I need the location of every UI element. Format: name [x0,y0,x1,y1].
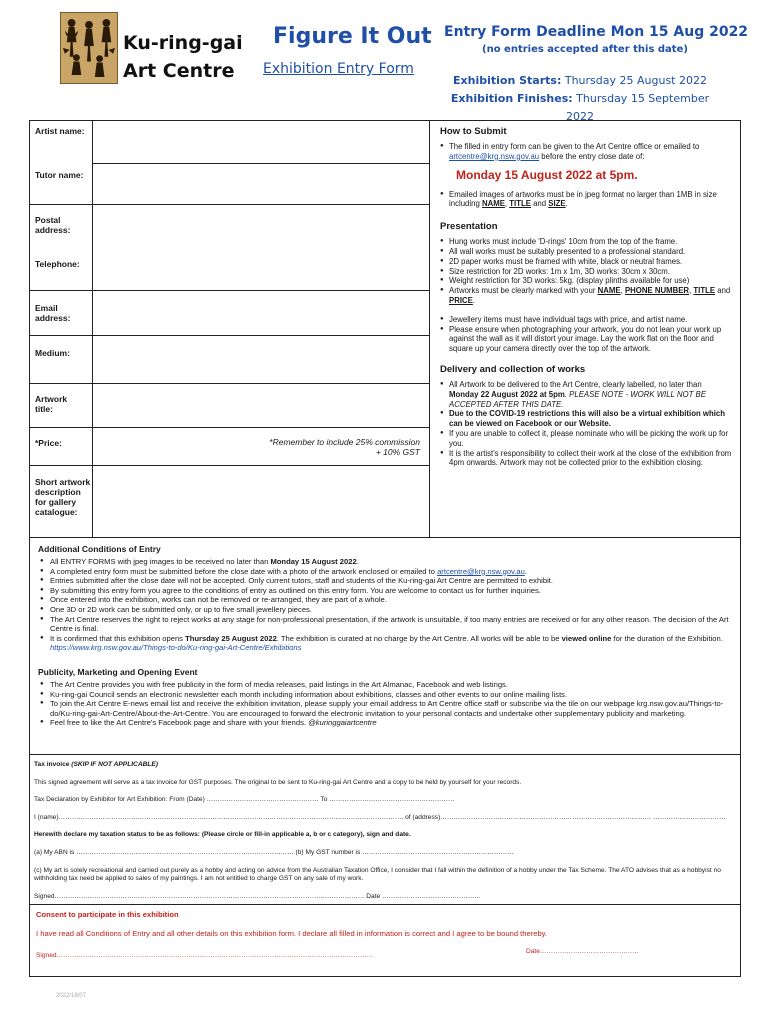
list-item: ● Hung works must include 'D-rings' 10cm from the top of the frame. [440,237,732,247]
tax-hobby-statement: (c) My art is solely recreational and carried out purely as a hobby and acting on advice from the Australian Taxation Office, I consider that I fall within the definition of a hobby under the Tax Scheme. The ATO advises that as a hobbyist no withholding tax need be applied to sales of my paintings. I am not entitled to charge GST on any sale of my work. [34,866,721,883]
how-2-size: SIZE [548,199,566,209]
brand-line-1: Ku-ring-gai [123,32,243,54]
publicity-4-text: Feel free to like the Art Centre's Facebook page and share with your friends. [50,718,309,728]
list-item: ● Artworks must be clearly marked with your NAME, PHONE NUMBER, TITLE and PRICE. [440,286,732,306]
list-item: ● All wall works must be suitably presented to a professional standard. [440,247,732,257]
list-item: ● Emailed images of artworks must be in jpeg format no larger than 1MB in size including NAME, TITLE and SIZE. [440,190,732,210]
commission-note [260,437,420,457]
delivery-1-text: All Artwork to be delivered to the Art Centre, clearly labelled, no later than [449,379,702,389]
list-item: ● All ENTRY FORMS with jpeg images to be received no later than Monday 15 August 2022. [38,557,734,567]
artwork-title-label: Artwork title: [35,394,68,414]
logo-figures-icon [61,13,117,83]
condition-8-date: Thursday 25 August 2022 [185,633,277,643]
tax-signature-line[interactable]: Signed…………………………………………………………………………………………………………………………… Date ……………………………………… [34,892,481,900]
list-item [38,634,734,653]
tax-declaration-dates[interactable]: Tax Declaration by Exhibitor for Art Exhibition: From (Date) …………………………………………… To ………………………………………………… [34,796,455,804]
how-1-text-end: before the entry close date of: [539,151,645,161]
list-item: ● To join the Art Centre E-news email list and receive the exhibition invitation, please supply your email address to Art Centre office staff or subscribe via the tile on our webpage krg.nsw.gov.au/Things-to-do/Ku-ring-gai-Art-Centre/About-the-Art-Centre. You are encouraged to forward the electronic invitation to your personal contacts and undertake other supplementary publicity and marketing. [38,699,734,718]
list-item: ● Please ensure when photographing your artwork, you do not lean your work up against the wall as it will distort your image. Lay the work flat on the floor and square up your camera directly over the top of the artwork. [440,325,732,354]
commission-note-line2: + 10% GST [375,447,420,457]
tax-abn-gst[interactable]: (a) My ABN is ……………………………………………………………………………………… (b) My GST number is …………………………………………………………… [34,848,514,856]
condition-1-date: Monday 15 August 2022 [270,557,357,566]
submission-deadline: Monday 15 August 2022 at 5pm. [456,167,638,182]
starts-value: Thursday 25 August 2022 [561,74,707,87]
presentation-heading: Presentation [440,221,498,233]
delivery-1-note: . PLEASE NOTE - WORK WILL NOT BE ACCEPTED AFTER THIS DATE. [449,389,706,409]
list-item: ● Weight restriction for 3D works: 5kg. (display plinths available for use) [440,276,732,286]
footer-date: 2022/18/07 [56,993,87,999]
exhibitions-url-link[interactable]: https://www.krg.nsw.gov.au/Things-to-do/Ku-ring-gai-Art-Centre/Exhibitions [50,643,302,653]
list-item: ● A completed entry form must be submitted before the close date with a photo of the artwork enclosed or emailed to artcentre@krg.nsw.gov.au. [38,567,734,577]
consent-signature-row [36,948,734,961]
list-item: ● Ku-ring-gai Council sends an electronic newsletter each month including information about exhibitions, classes and other events to our online mailing lists. [38,690,734,700]
condition-8-text: It is confirmed that this exhibition opens [50,633,186,643]
exhibition-dates [440,72,720,126]
how-2-text: Emailed images of artworks must be in jpeg format no larger than 1MB in size including [449,189,717,209]
telephone-label: Telephone: [35,259,80,269]
how-2-and: and [530,199,549,209]
conditions-email-link[interactable]: artcentre@krg.nsw.gov.au [437,566,525,576]
condition-8-text-2: . The exhibition is curated at no charge by the Art Centre. All works will be able to be [276,633,562,643]
publicity-heading: Publicity, Marketing and Opening Event [38,666,198,677]
condition-2-text: A completed entry form must be submitted before the close date with a photo of the artwork enclosed or emailed to [50,566,438,576]
condition-1-text: All ENTRY FORMS with jpeg images to be received no later than [50,557,271,566]
list-item: ● By submitting this entry form you agree to the conditions of entry as outlined on this entry form. You are welcome to contact us for further inquiries. [38,586,734,596]
pres-6-phone: PHONE NUMBER [624,286,690,296]
deadline-prefix: Entry Form Deadline [444,24,611,40]
submission-info [430,120,741,538]
list-item: ● Jewellery items must have individual tags with price, and artist name. [440,315,732,325]
delivery-2-text: Due to the COVID-19 restrictions this will also be a virtual exhibition which can be viewed on Facebook or our Website. [449,409,725,429]
finishes-label: Exhibition Finishes: [450,92,573,105]
list-item: ● The Art Centre reserves the right to reject works at any stage for non-professional presentation, if the artwork is unsuitable, if too many entries are received or for any other reason. The decision of the Art Centre is final. [38,615,734,634]
page-subtitle: Exhibition Entry Form [263,61,414,77]
page-title: Figure It Out [273,24,432,49]
consent-date-line[interactable]: Date……………………………………… [526,948,639,955]
pres-6-title: TITLE [693,286,716,296]
deadline-heading [444,24,748,40]
list-item [440,409,732,429]
email-address-label: Email address: [35,303,71,323]
list-item: ● Size restriction for 2D works: 1m x 1m, 3D works: 30cm x 30cm. [440,267,732,277]
list-item [38,718,734,728]
list-item: ● One 3D or 2D work can be submitted only, or up to five small jewellery pieces. [38,605,734,615]
consent-heading: Consent to participate in this exhibition [36,910,179,919]
tax-heading-note: (SKIP IF NOT APPLICABLE) [71,761,158,768]
condition-8-online: viewed online [561,633,612,643]
short-description-label: Short artwork description for gallery catalogue: [35,477,91,517]
list-item: ● It is the artist's responsibility to collect their work at the close of the exhibition from 4pm onwards. Artwork may not be collected prior to the exhibition closing. [440,449,732,469]
how-2-title: TITLE [509,199,531,209]
brand-line-2: Art Centre [123,60,235,82]
list-item: ● Entries submitted after the close date will not be accepted. Only current tutors, staff and students of the Ku-ring-gai Art Centre are permitted to exhibit. [38,576,734,586]
postal-address-label: Postal address: [35,215,71,235]
entry-fields [29,120,430,538]
deadline-date: Mon 15 Aug 2022 [610,24,749,40]
how-1-text: The filled in entry form can be given to the Art Centre office or emailed to [449,142,700,151]
how-2-name: NAME [481,199,505,209]
tax-agreement-text: This signed agreement will serve as a tax invoice for GST purposes. The original to be sent to Ku-ring-gai Art Centre and a copy to be held by yourself for your records. [34,778,522,786]
list-item: ● 2D paper works must be framed with white, black or neutral frames. [440,257,732,267]
conditions-section [29,538,741,755]
list-item [440,142,732,162]
price-label: *Price: [35,438,62,448]
consent-body: I have read all Conditions of Entry and all other details on this exhibition form. I declare all filled in information is correct and I agree to be bound thereby. [36,929,548,938]
conditions-heading: Additional Conditions of Entry [38,544,161,554]
finishes-value: Thursday 15 September 2022 [566,92,710,123]
artist-name-label: Artist name: [35,126,85,136]
condition-8-text-3: for the duration of the Exhibition. [611,633,723,643]
facebook-handle: @kuringgaiartcentre [308,718,377,728]
no-entries-note: (no entries accepted after this date) [482,44,688,55]
tax-status-instruction: Herewith declare my taxation status to be as follows: (Please circle or fill-in applicable a, b or c category), sign and date. [34,831,411,839]
consent-section [29,905,741,977]
list-item: ● If you are unable to collect it, please nominate who will be picking the work up for you. [440,429,732,449]
starts-label: Exhibition Starts: [453,74,562,87]
pres-6-name: NAME [597,286,621,296]
consent-signed-line[interactable]: Signed……………………………………………………………………………………………………………………………… [36,952,374,959]
tax-name-address[interactable]: I (name)…………………………………………………………………………………………………………………………………………. of (address)…………………………………………………………………………………… …………………………… [34,813,726,821]
commission-note-line1: *Remember to include 25% commission [269,437,420,447]
list-item: ● The Art Centre provides you with free publicity in the form of media releases, paid listings in the Art Almanac, Facebook and web listings. [38,680,734,690]
pres-6-price: PRICE [449,295,473,305]
brand-name [123,29,243,85]
list-item [440,380,732,409]
list-item: ● Once entered into the exhibition, works can not be removed or re-arranged, they are part of a whole. [38,595,734,605]
tax-invoice-section [29,755,741,905]
medium-label: Medium: [35,348,70,358]
tutor-name-label: Tutor name: [35,170,84,180]
delivery-heading: Delivery and collection of works [440,363,586,375]
pres-6-text: Artworks must be clearly marked with your [449,286,598,296]
logo [60,12,118,84]
artcentre-email-link[interactable]: artcentre@krg.nsw.gov.au [449,151,540,161]
tax-heading-text: Tax invoice [34,761,72,768]
how-to-submit-heading: How to Submit [440,126,507,137]
delivery-1-date: Monday 22 August 2022 at 5pm [449,389,565,399]
tax-heading [34,761,734,770]
